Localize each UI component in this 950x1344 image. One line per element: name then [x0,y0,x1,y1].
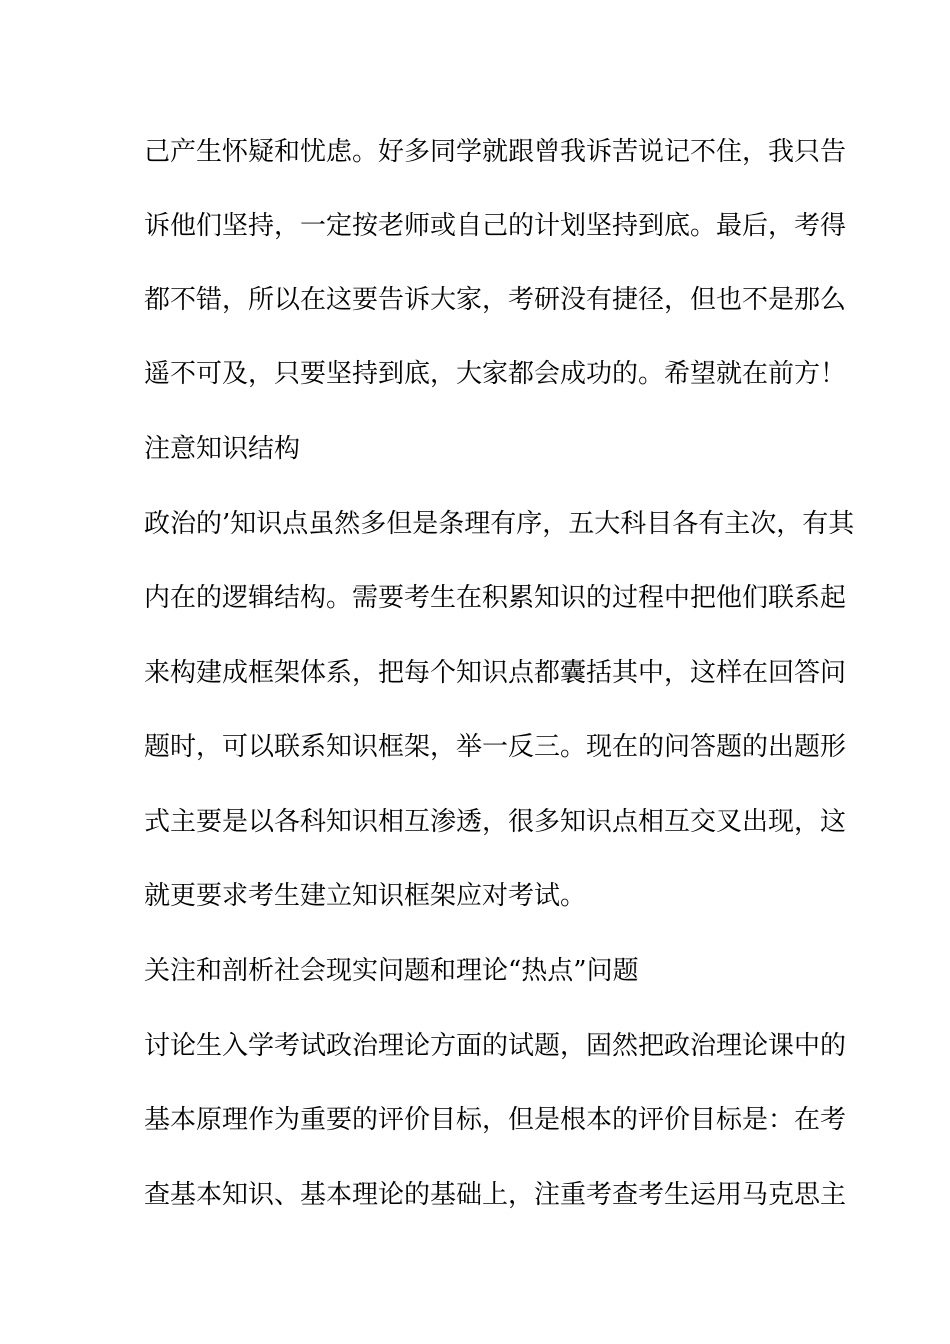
paragraph-line: 查基本知识、基本理论的基础上，注重考查考生运用马克思主 [144,1180,847,1210]
paragraph-line: 都不错，所以在这要告诉大家，考研没有捷径，但也不是那么 [144,285,847,315]
paragraph-line: 来构建成框架体系，把每个知识点都囊括其中，这样在回答问 [144,658,847,688]
paragraph-line: 内在的逻辑结构。需要考生在积累知识的过程中把他们联系起 [144,583,847,613]
paragraph-line: 政治的’知识点虽然多但是条理有序，五大科目各有主次，有其 [144,509,855,539]
section-heading: 注意知识结构 [144,434,301,464]
paragraph-line: 基本原理作为重要的评价目标，但是根本的评价目标是：在考 [144,1105,847,1135]
section-heading: 关注和剖析社会现实问题和理论“热点”问题 [144,956,639,986]
paragraph-line: 己产生怀疑和忧虑。好多同学就跟曾我诉苦说记不住，我只告 [144,137,847,167]
paragraph-line: 讨论生入学考试政治理论方面的试题，固然把政治理论课中的 [144,1031,847,1061]
paragraph-line: 式主要是以各科知识相互渗透，很多知识点相互交叉出现，这 [144,807,847,837]
paragraph-line: 诉他们坚持，一定按老师或自己的计划坚持到底。最后，考得 [144,211,847,241]
paragraph-line: 就更要求考生建立知识框架应对考试。 [144,881,587,911]
paragraph-line: 题时，可以联系知识框架，举一反三。现在的问答题的出题形 [144,732,847,762]
paragraph-line: 遥不可及，只要坚持到底，大家都会成功的。希望就在前方！ [144,359,847,389]
